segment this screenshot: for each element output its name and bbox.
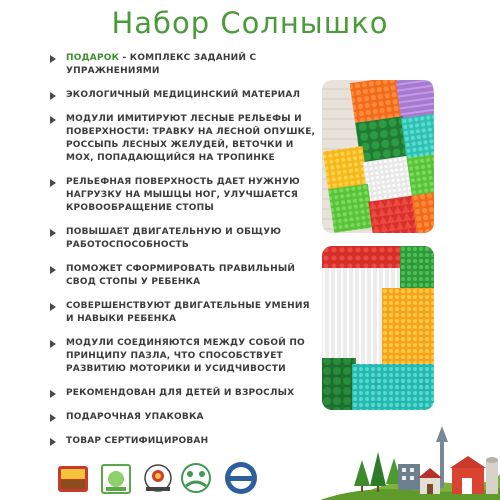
feature-text: СОВЕРШЕНСТВУЮТ ДВИГАТЕЛЬНЫЕ УМЕНИЯ И НАВЫКИ РЕБЕНКА	[66, 301, 310, 324]
eco-certificate-logo	[102, 465, 130, 493]
feature-item	[50, 435, 320, 448]
feature-item	[50, 176, 320, 215]
bullet-arrow-icon	[50, 303, 56, 311]
feature-list	[50, 52, 320, 448]
bullet-arrow-icon	[50, 229, 56, 237]
puzzle-mat-photo-top	[322, 80, 434, 233]
feature-item	[50, 337, 320, 376]
farm-village-illustration	[290, 420, 500, 500]
feature-item	[50, 300, 320, 326]
feature-text: ПОДАРОК - КОМПЛЕКС ЗАДАНИЙ С УПРАЖНЕНИЯМИ	[66, 53, 257, 76]
tree-icon	[354, 460, 370, 492]
feature-item	[50, 226, 320, 252]
bullet-arrow-icon	[50, 116, 56, 124]
feature-text: РЕЛЬЕФНАЯ ПОВЕРХНОСТЬ ДАЕТ НУЖНУЮ НАГРУЗКУ НА МЫШЦЫ НОГ, УЛУЧШАЕТСЯ КРОВООБРАЩЕНИЕ СТОПЫ	[66, 177, 300, 213]
family-friendly-logo	[182, 464, 210, 492]
feature-text: ПОВЫШАЕТ ДВИГАТЕЛЬНУЮ И ОБЩУЮ РАБОТОСПОСОБНОСТЬ	[66, 227, 282, 250]
puzzle-mat-illustration	[322, 80, 434, 233]
bullet-arrow-icon	[50, 55, 56, 63]
feature-item	[50, 411, 320, 424]
feature-text: МОДУЛИ СОЕДИНЯЮТСЯ МЕЖДУ СОБОЙ ПО ПРИНЦИПУ ПАЗЛА, ЧТО СПОСОБСТВУЕТ РАЗВИТИЮ МОТОРИКИ И УСИДЧИВОСТИ	[66, 338, 305, 374]
building-icon	[398, 464, 420, 490]
patented-seal-logo	[225, 462, 257, 494]
bullet-arrow-icon	[50, 438, 56, 446]
quality-seal-logo	[145, 465, 171, 491]
feature-item	[50, 113, 320, 165]
feature-text: ТОВАР СЕРТИФИЦИРОВАН	[66, 436, 209, 446]
puzzle-mat-illustration	[322, 246, 434, 410]
feature-highlight: ПОДАРОК	[66, 53, 120, 63]
puzzle-mat-photo-bottom	[322, 246, 434, 410]
feature-text: МОДУЛИ ИМИТИРУЮТ ЛЕСНЫЕ РЕЛЬЕФЫ И ПОВЕРХНОСТИ: ТРАВКУ НА ЛЕСНОЙ ОПУШКЕ, РОССЫПЬ ЛЕСНЫХ ЖЕЛУДЕЙ, ВЕТОЧКИ И МОХ, ПОПАДАЮЩИЙСЯ НА ТРОПИНКЕ	[66, 114, 316, 163]
bullet-arrow-icon	[50, 179, 56, 187]
bullet-arrow-icon	[50, 390, 56, 398]
bullet-arrow-icon	[50, 92, 56, 100]
feature-item	[50, 89, 320, 102]
feature-item	[50, 52, 320, 78]
bullet-arrow-icon	[50, 414, 56, 422]
silo-icon	[486, 457, 498, 494]
feature-text: ЭКОЛОГИЧНЫЙ МЕДИЦИНСКИЙ МАТЕРИАЛ	[66, 90, 301, 100]
award-badge-logo	[58, 466, 88, 492]
feature-text: РЕКОМЕНДОВАН ДЛЯ ДЕТЕЙ И ВЗРОСЛЫХ	[66, 388, 295, 398]
certification-logos	[56, 460, 276, 496]
page-title: Набор Солнышко	[111, 6, 389, 40]
bullet-arrow-icon	[50, 340, 56, 348]
bullet-arrow-icon	[50, 266, 56, 274]
feature-item	[50, 263, 320, 289]
barn-icon	[450, 456, 486, 494]
feature-item	[50, 387, 320, 400]
feature-text: ПОДАРОЧНАЯ УПАКОВКА	[66, 412, 204, 422]
tree-icon	[370, 452, 386, 492]
feature-text: ПОМОЖЕТ СФОРМИРОВАТЬ ПРАВИЛЬНЫЙ СВОД СТОПЫ У РЕБЕНКА	[66, 264, 296, 287]
house-icon	[418, 468, 442, 494]
